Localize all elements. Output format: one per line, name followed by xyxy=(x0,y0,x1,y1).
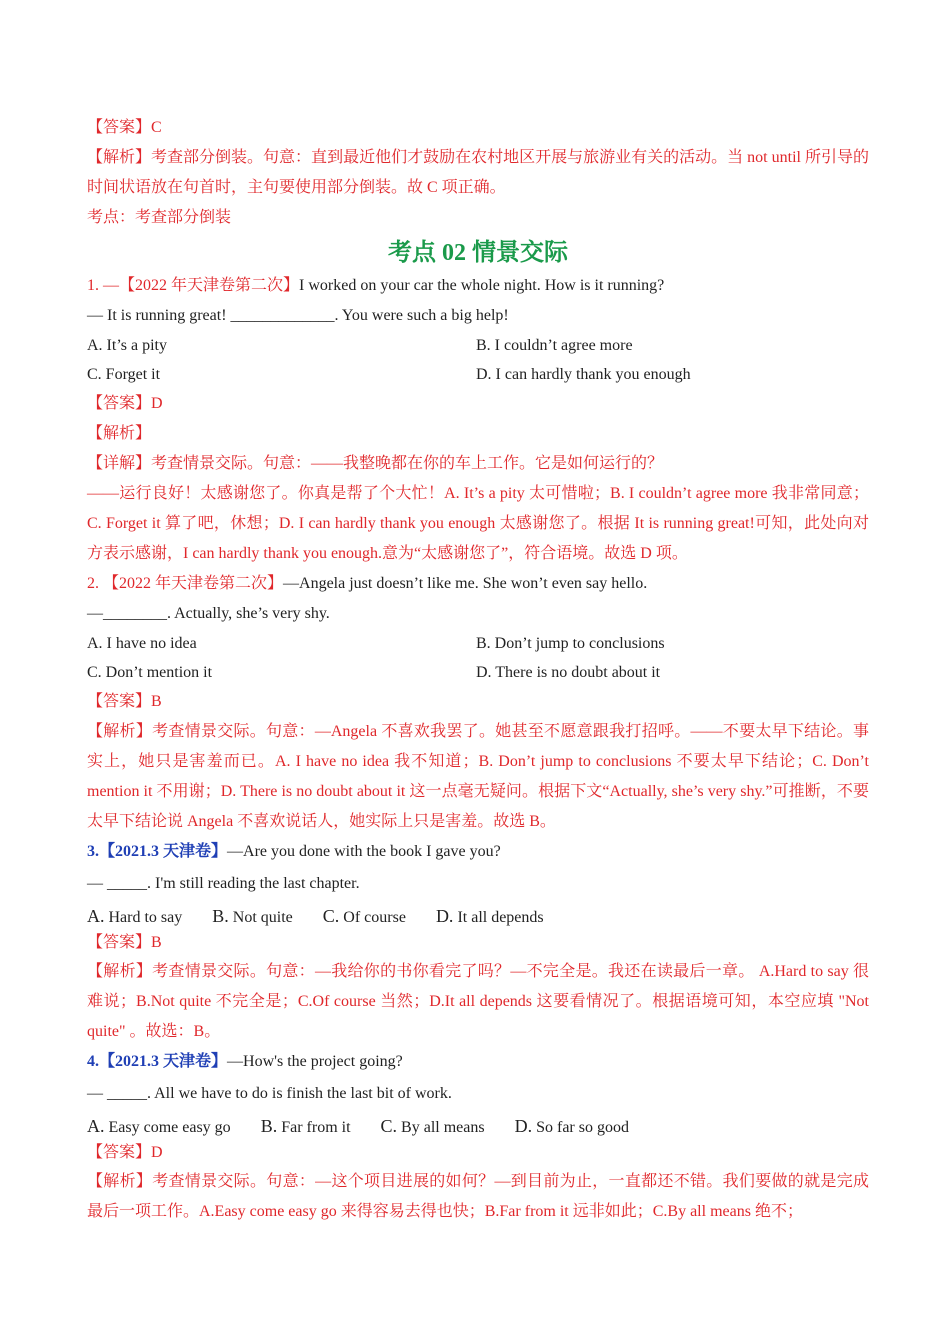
question-1-analysis-head: 【解析】 xyxy=(87,425,152,442)
question-2-text: —Angela just doesn’t like me. She won’t even say hello. xyxy=(283,575,648,592)
question-1-options-row-1 xyxy=(87,331,869,360)
analysis-paragraph: 【解析】考查部分倒装。句意：直到最近他们才鼓励在农村地区开展与旅游业有关的活动。当 not until 所引导的时间状语放在句首时，主句要使用部分倒装。故 C 项正确。 xyxy=(87,149,869,196)
question-4-stem xyxy=(87,1047,869,1077)
question-1-text: I worked on your car the whole night. How is it running? xyxy=(299,277,665,294)
question-2-source: 2. 【2022 年天津卷第二次】 xyxy=(87,575,284,592)
option-b: B. Far from it xyxy=(260,1116,351,1136)
question-4-source: 【2021.3 天津卷】 xyxy=(99,1053,228,1070)
question-2-analysis: 【解析】考查情景交际。句意：—Angela 不喜欢我罢了。她甚至不愿意跟我打招呼。——不要太早下结论。事实上，她只是害羞而已。A. I have no idea 我不知道；B. Don’t jump to conclusions 不要太早下结论；C. Don’t mention it 不用谢；D. There is no doubt about it 这一点毫无疑问。根据下文“Actually, she’s very shy.”可推断，不要太早下结论说 Angela 不喜欢说话人，她实际上只是害羞。故选 B。 xyxy=(87,723,869,830)
question-2-options-row-2 xyxy=(87,658,869,687)
question-3-options xyxy=(87,901,869,933)
question-3-source: 【2021.3 天津卷】 xyxy=(99,843,228,860)
question-3-number: 3. xyxy=(87,843,99,860)
question-3-analysis: 【解析】考查情景交际。句意：—我给你的书你看完了吗？—不完全是。我还在读最后一章。 A.Hard to say 很难说；B.Not quite 不完全是；C.Of course 当然；D.It all depends 这要看情况了。根据语境可知，本空应填 "Not quite" 。故选：B。 xyxy=(87,963,869,1040)
question-3-stem xyxy=(87,837,869,867)
question-1-answer: 【答案】D xyxy=(87,395,163,412)
question-4-analysis: 【解析】考查情景交际。句意：—这个项目进展的如何？—到目前为止，一直都还不错。我们要做的就是完成最后一项工作。A.Easy come easy go 来得容易去得也快；B.Far from it 远非如此；C.By all means 绝不； xyxy=(87,1173,869,1220)
option-b: B. Don’t jump to conclusions xyxy=(476,635,665,652)
question-4-text: —How's the project going? xyxy=(227,1053,403,1070)
question-4-answer: 【答案】D xyxy=(87,1144,163,1161)
option-a: A. Easy come easy go xyxy=(87,1116,231,1136)
option-c: C. Forget it xyxy=(87,366,161,383)
answer-line: 【答案】C xyxy=(87,119,162,136)
question-3-answer: 【答案】B xyxy=(87,934,162,951)
question-1-options-row-2 xyxy=(87,360,869,389)
option-d: D. So far so good xyxy=(514,1116,629,1136)
section-title: 考点 02 情景交际 xyxy=(388,240,568,266)
question-2-reply: —________. Actually, she’s very shy. xyxy=(87,605,330,622)
question-4-options xyxy=(87,1111,869,1143)
option-b: B. Not quite xyxy=(212,906,293,926)
question-1-reply: — It is running great! _____________. You were such a big help! xyxy=(87,307,509,324)
option-b: B. I couldn’t agree more xyxy=(476,337,633,354)
question-1-stem xyxy=(87,271,869,301)
option-d: D. I can hardly thank you enough xyxy=(476,366,691,383)
option-a: A. I have no idea xyxy=(87,635,197,652)
question-2-answer: 【答案】B xyxy=(87,693,162,710)
question-4-number: 4. xyxy=(87,1053,99,1070)
question-2-stem xyxy=(87,569,869,599)
option-d: D. It all depends xyxy=(435,906,544,926)
question-3-text: —Are you done with the book I gave you? xyxy=(227,843,501,860)
question-1-detail: 【详解】考查情景交际。句意：——我整晚都在你的车上工作。它是如何运行的？ xyxy=(87,455,664,472)
key-point-line: 考点：考查部分倒装 xyxy=(87,209,232,226)
option-a: A. Hard to say xyxy=(87,906,183,926)
option-c: C. By all means xyxy=(380,1116,485,1136)
option-c: C. Don’t mention it xyxy=(87,664,213,681)
option-a: A. It’s a pity xyxy=(87,337,167,354)
question-1-source: 1. —【2022 年天津卷第二次】 xyxy=(87,277,300,294)
question-3-reply: — _____. I'm still reading the last chapter. xyxy=(87,875,360,892)
question-4-reply: — _____. All we have to do is finish the last bit of work. xyxy=(87,1085,452,1102)
option-c: C. Of course xyxy=(322,906,406,926)
question-2-options-row-1 xyxy=(87,629,869,658)
question-1-detail-body: ——运行良好！太感谢您了。你真是帮了个大忙！A. It’s a pity 太可惜啦；B. I couldn’t agree more 我非常同意；C. Forget it 算了吧，休想；D. I can hardly thank you enough 太感谢您了。根据 It is running great!可知，此处向对方表示感谢，I can hardly thank you enough.意为“太感谢您了”，符合语境。故选 D 项。 xyxy=(87,485,869,562)
document-page xyxy=(87,113,869,1227)
option-d: D. There is no doubt about it xyxy=(476,664,661,681)
